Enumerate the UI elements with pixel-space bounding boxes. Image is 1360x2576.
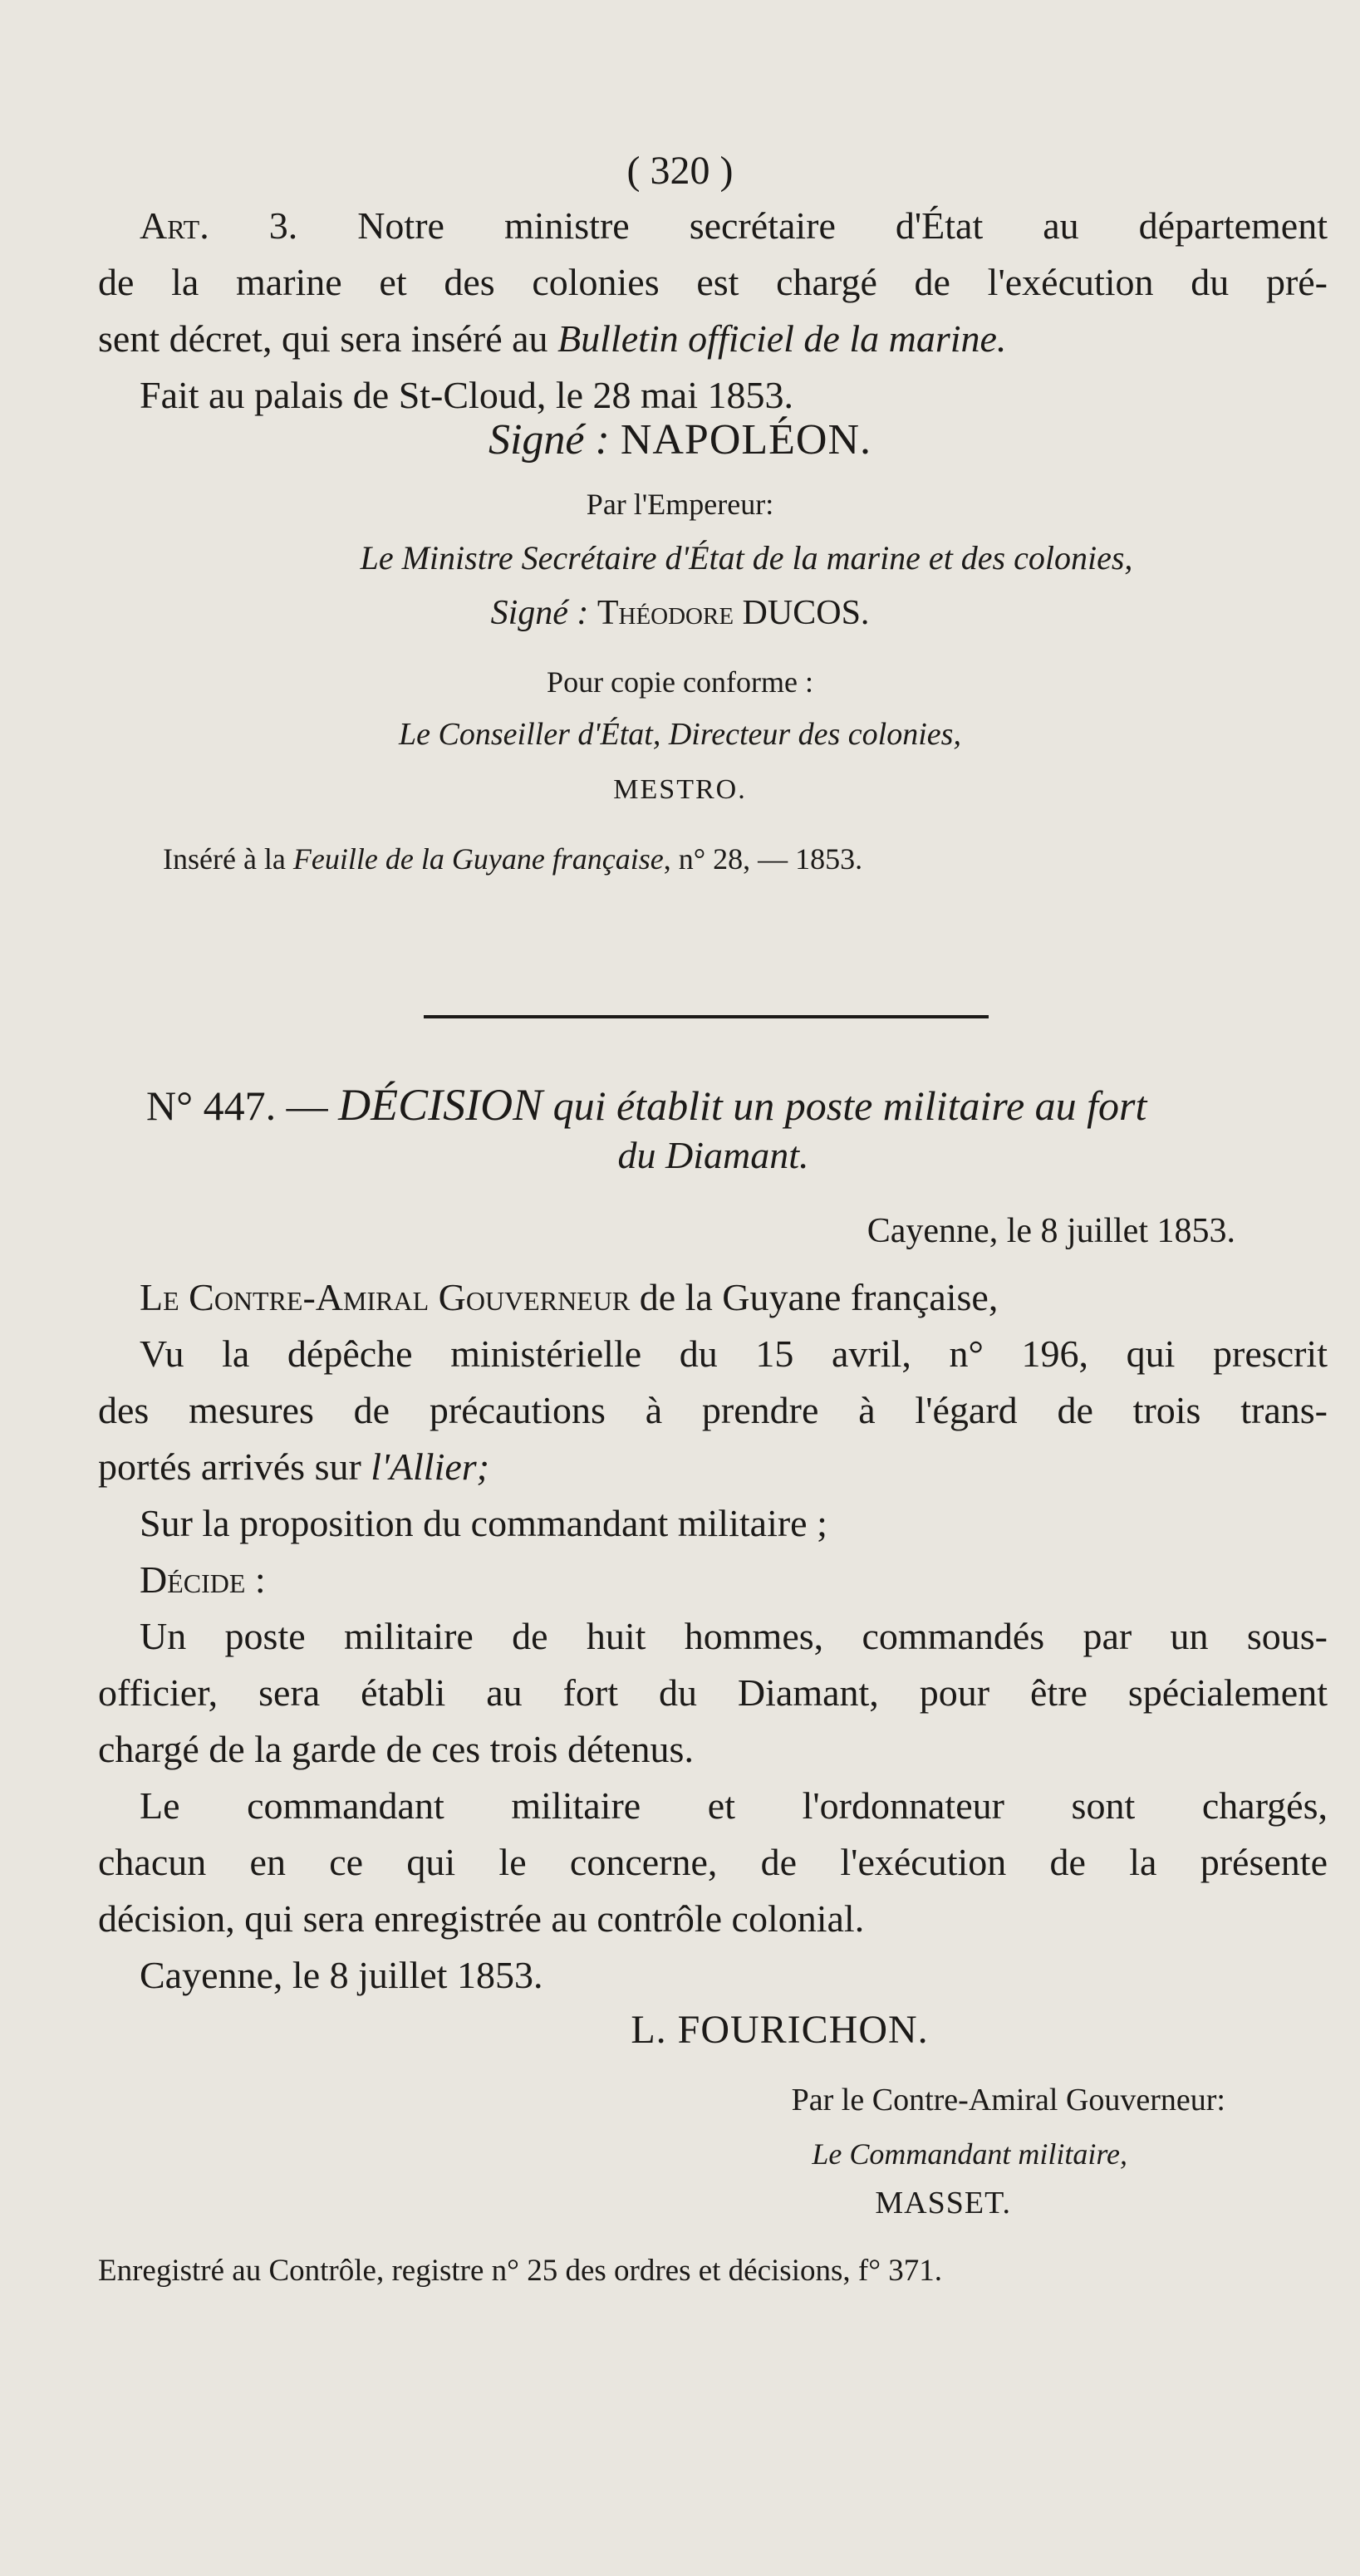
par-empereur: Par l'Empereur: [586,488,774,521]
masset-signature: MASSET. [875,2186,1011,2220]
decision-date-2: Cayenne, le 8 juillet 1853. [140,1954,543,1996]
article-3-line-2: de la marine et des colonies est chargé de l'exécution du pré- [98,261,1328,303]
decision-date: Cayenne, le 8 juillet 1853. [867,1212,1235,1250]
enregistre-note: Enregistré au Contrôle, registre n° 25 des ordres et décisions, f° 371. [98,2254,943,2288]
decide-label: Décide : [140,1558,266,1601]
commandant-line: Le Commandant militaire, [812,2137,1127,2171]
signature-ducos: Signé : Théodore DUCOS. [490,594,870,632]
ministre-line: Le Ministre Secrétaire d'État de la marine et des colonies, [360,539,1133,577]
signature-napoleon: Signé : NAPOLÉON. [488,416,872,464]
page-number: ( 320 ) [626,149,734,193]
par-contre-amiral: Par le Contre-Amiral Gouverneur: [791,2083,1225,2117]
insere-note: Inséré à la Feuille de la Guyane française, n° 28, — 1853. [163,842,863,876]
vu-line-3: portés arrivés sur l'Allier; [98,1445,489,1488]
mestro-signature: MESTRO. [613,774,747,805]
conseiller-line: Le Conseiller d'État, Directeur des colonies, [399,717,961,752]
separator-rule [424,1015,989,1018]
decision-body: Le Contre-Amiral Gouverneur de la Guyane française, Vu la dépêche ministérielle du 15 avril, n° 196, qui prescrit des mesures de précautions à prendre à l'égard de trois trans- portés arrivés sur l'Allier; Sur la proposition du commandant militaire ; Décide : Un poste militaire de huit hommes, commandés par un sous- officier, sera établi au fort du Diamant, pour être spécialement chargé de la garde de ces trois détenus. Le commandant militaire et l'ordonnateur sont chargés, chacun en ce qui le concerne, de l'exécution de la présente décision, qui sera enregistrée au contrôle colonial. Cayenne, le 8 juillet 1853. [98,1269,1328,2004]
article-3-line-3: sent décret, qui sera inséré au Bulletin officiel de la marine. [98,317,1007,360]
preamble: Le Contre-Amiral Gouverneur de la Guyane française, [140,1276,999,1318]
article-3 [98,198,1328,424]
article-3-line-1: Art. 3. Notre ministre secrétaire d'État au département [140,204,1328,247]
copie-conforme: Pour copie conforme : [547,665,813,699]
decision-heading: N° 447. — DÉCISION qui établit un poste militaire au fort [146,1080,1147,1130]
article-label: Art. 3. [140,204,298,247]
signature-fourichon: L. FOURICHON. [631,2008,929,2052]
decision-heading-cont: du Diamant. [617,1134,809,1176]
fait-line: Fait au palais de St-Cloud, le 28 mai 1853. [140,374,794,416]
